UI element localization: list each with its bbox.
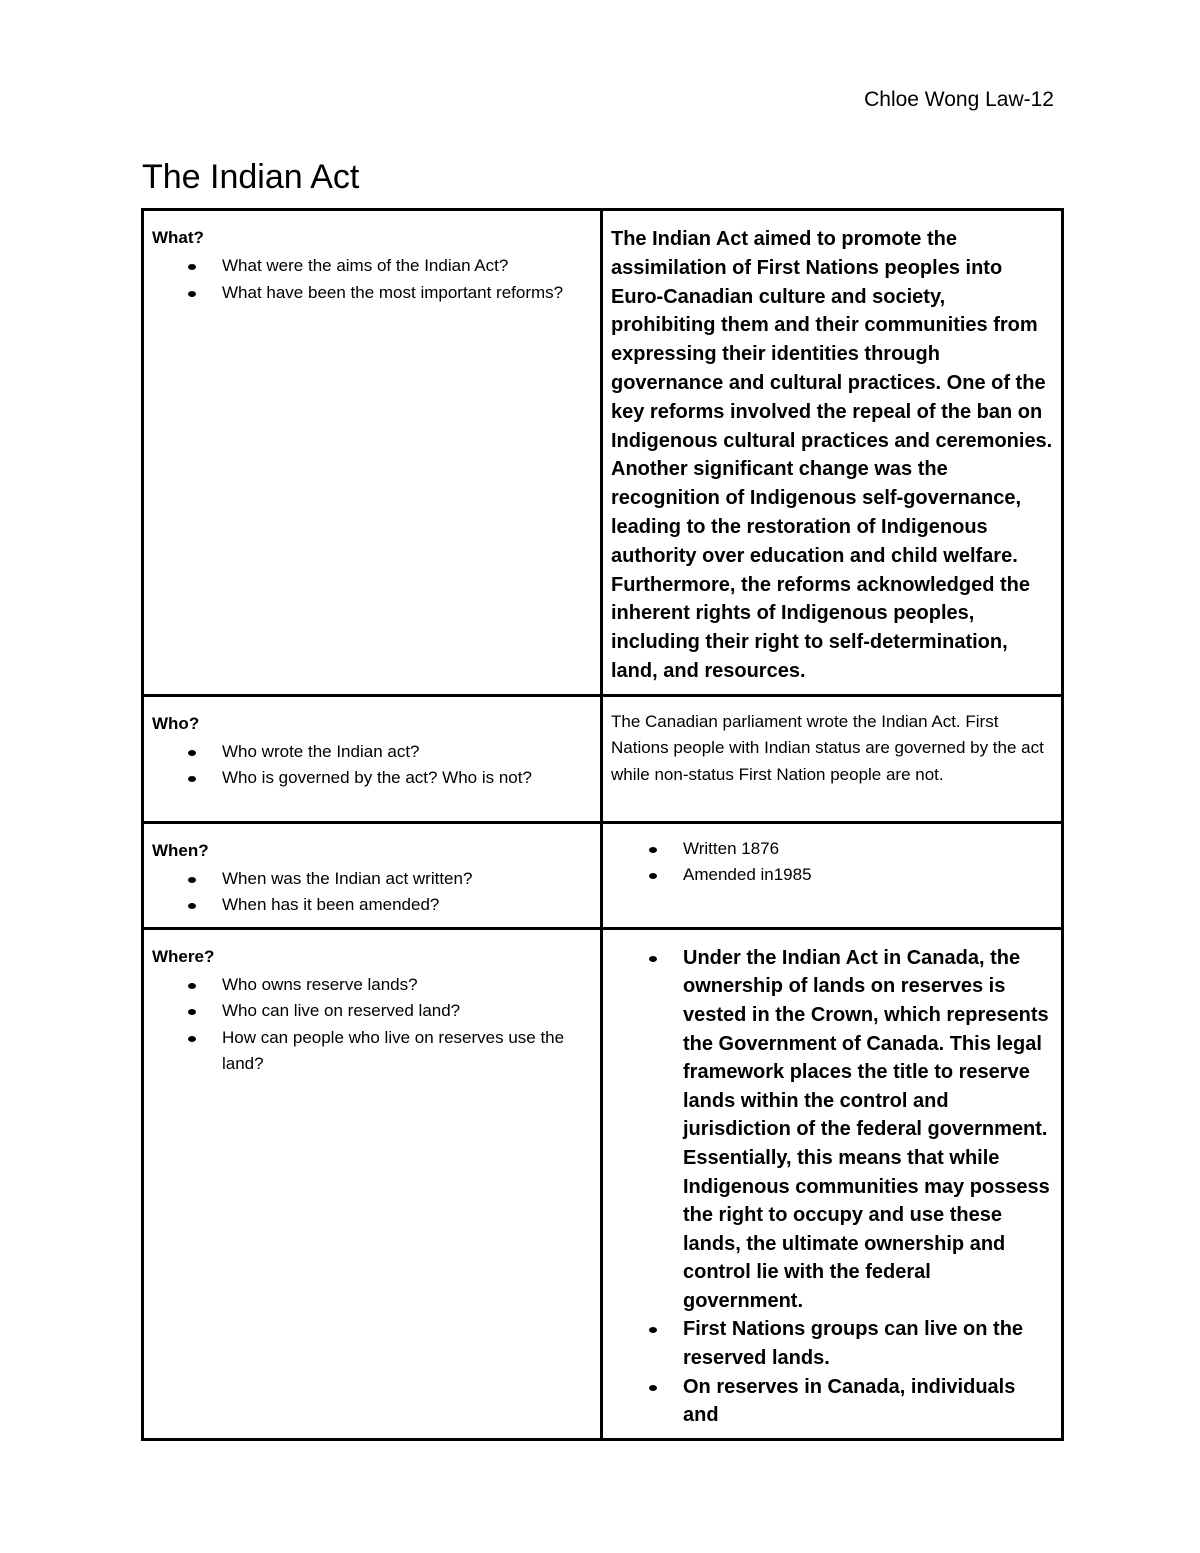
answer-item: First Nations groups can live on the reserved lands. [683, 1315, 1053, 1372]
question-cell [143, 695, 602, 822]
question-heading: Who? [152, 713, 200, 733]
question-list [152, 739, 592, 792]
author-header: Chloe Wong Law-12 [864, 88, 1054, 111]
table-row-who [143, 695, 1063, 822]
question-item: Who owns reserve lands? [222, 972, 592, 999]
question-answer-table [141, 208, 1064, 1441]
answer-item: Amended in1985 [683, 862, 1053, 888]
question-item: Who can live on reserved land? [222, 998, 592, 1025]
table-row-when [143, 822, 1063, 928]
question-list [152, 866, 592, 919]
table-row-what [143, 210, 1063, 696]
answer-text: The Canadian parliament wrote the Indian Act. First Nations people with Indian status are governed by the act while non-status First Nation people are not. [611, 711, 1044, 784]
question-heading: Where? [152, 946, 215, 966]
question-item: When has it been amended? [222, 892, 592, 919]
answer-text: The Indian Act aimed to promote the assimilation of First Nations peoples into Euro-Canadian culture and society, prohibiting them and their communities from expressing their identities through governance and cultural practices. One of the key reforms involved the repeal of the ban on Indigenous cultural practices and ceremonies. Another significant change was the recognition of Indigenous self-governance, leading to the restoration of Indigenous authority over education and child welfare. Furthermore, the reforms acknowledged the inherent rights of Indigenous peoples, including their right to self-determination, land, and resources. [611, 228, 1053, 682]
answer-item: Written 1876 [683, 836, 1053, 862]
question-list [152, 972, 592, 1078]
answer-cell [602, 210, 1063, 696]
question-heading: What? [152, 228, 204, 247]
answer-list [611, 836, 1053, 888]
answer-cell [602, 928, 1063, 1439]
question-item: Who wrote the Indian act? [222, 739, 592, 766]
question-item: How can people who live on reserves use the land? [222, 1025, 592, 1078]
question-cell [143, 210, 602, 696]
answer-list [611, 944, 1053, 1430]
question-item: What have been the most important reforms? [222, 280, 592, 307]
answer-cell [602, 822, 1063, 928]
question-item: What were the aims of the Indian Act? [222, 253, 592, 280]
answer-item: Under the Indian Act in Canada, the ownership of lands on reserves is vested in the Crown, which represents the Government of Canada. This legal framework places the title to reserve lands within the control and jurisdiction of the federal government. Essentially, this means that while Indigenous communities may possess the right to occupy and use these lands, the ultimate ownership and control lie with the federal government. [683, 944, 1053, 1316]
question-cell [143, 928, 602, 1439]
answer-cell [602, 695, 1063, 822]
question-item: When was the Indian act written? [222, 866, 592, 893]
table-row-where [143, 928, 1063, 1439]
question-heading: When? [152, 840, 209, 860]
question-item: Who is governed by the act? Who is not? [222, 765, 592, 792]
question-cell [143, 822, 602, 928]
question-list [152, 253, 592, 306]
answer-item: On reserves in Canada, individuals and [683, 1373, 1053, 1430]
document-title: The Indian Act [142, 158, 360, 196]
